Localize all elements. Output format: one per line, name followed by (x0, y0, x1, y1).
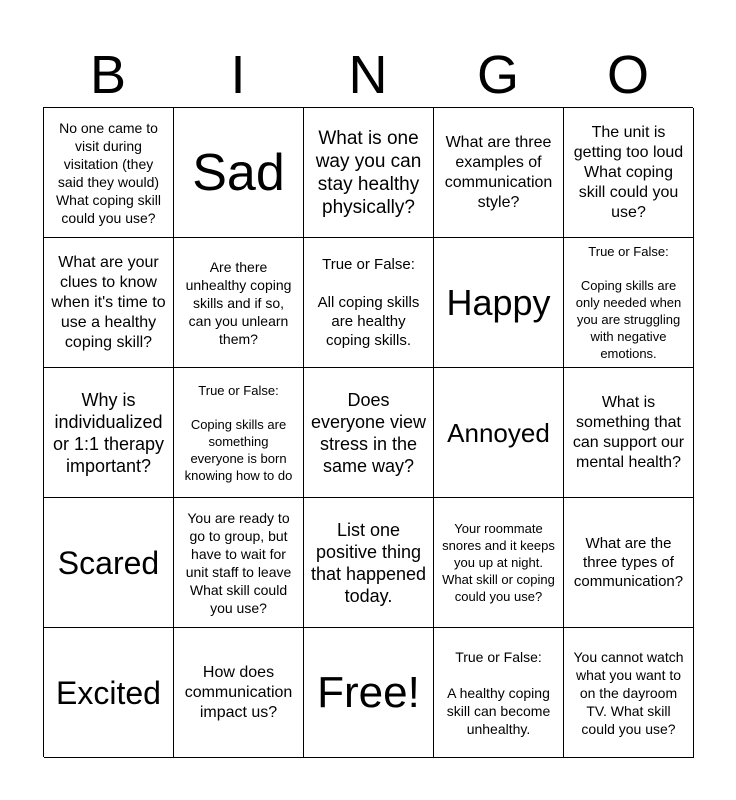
bingo-cell-r5c1[interactable]: Excited (44, 628, 174, 758)
header-letter-o: O (606, 45, 649, 105)
bingo-cell-r2c3[interactable]: True or False: All coping skills are healthy coping skills. (304, 238, 434, 368)
bingo-cell-r1c2[interactable]: Sad (174, 108, 304, 238)
bingo-cell-r3c1[interactable]: Why is individualized or 1:1 therapy important? (44, 368, 174, 498)
bingo-cell-r2c2[interactable]: Are there unhealthy coping skills and if so, can you unlearn them? (174, 238, 304, 368)
bingo-cell-r4c2[interactable]: You are ready to go to group, but have to wait for unit staff to leave What skill could you use? (174, 498, 304, 628)
bingo-cell-r1c5[interactable]: The unit is getting too loud What coping skill could you use? (564, 108, 694, 238)
bingo-cell-r3c3[interactable]: Does everyone view stress in the same way? (304, 368, 434, 498)
bingo-cell-r3c2[interactable]: True or False: Coping skills are something everyone is born knowing how to do (174, 368, 304, 498)
bingo-cell-r4c1[interactable]: Scared (44, 498, 174, 628)
bingo-cell-r1c1[interactable]: No one came to visit during visitation (they said they would) What coping skill could you use? (44, 108, 174, 238)
bingo-cell-r1c3[interactable]: What is one way you can stay healthy physically? (304, 108, 434, 238)
bingo-cell-r4c4[interactable]: Your roommate snores and it keeps you up at night. What skill or coping could you use? (434, 498, 564, 628)
bingo-cell-r4c5[interactable]: What are the three types of communication? (564, 498, 694, 628)
bingo-cell-r1c4[interactable]: What are three examples of communication style? (434, 108, 564, 238)
bingo-header (43, 44, 693, 106)
header-letter-n: N (348, 45, 388, 105)
bingo-cell-r3c5[interactable]: What is something that can support our mental health? (564, 368, 694, 498)
bingo-cell-r2c1[interactable]: What are your clues to know when it's time to use a healthy coping skill? (44, 238, 174, 368)
bingo-board (43, 107, 693, 757)
bingo-cell-r5c5[interactable]: You cannot watch what you want to on the dayroom TV. What skill could you use? (564, 628, 694, 758)
header-letter-g: G (476, 45, 519, 105)
bingo-cell-r2c5[interactable]: True or False: Coping skills are only needed when you are struggling with negative emotions. (564, 238, 694, 368)
header-letter-b: B (89, 45, 127, 105)
bingo-cell-r5c4[interactable]: True or False: A healthy coping skill can become unhealthy. (434, 628, 564, 758)
bingo-cell-r2c4[interactable]: Happy (434, 238, 564, 368)
bingo-cell-r4c3[interactable]: List one positive thing that happened today. (304, 498, 434, 628)
bingo-cell-r5c2[interactable]: How does communication impact us? (174, 628, 304, 758)
bingo-cell-r5c3-free-space[interactable]: Free! (304, 628, 434, 758)
header-letter-i: I (230, 45, 246, 105)
bingo-cell-r3c4[interactable]: Annoyed (434, 368, 564, 498)
